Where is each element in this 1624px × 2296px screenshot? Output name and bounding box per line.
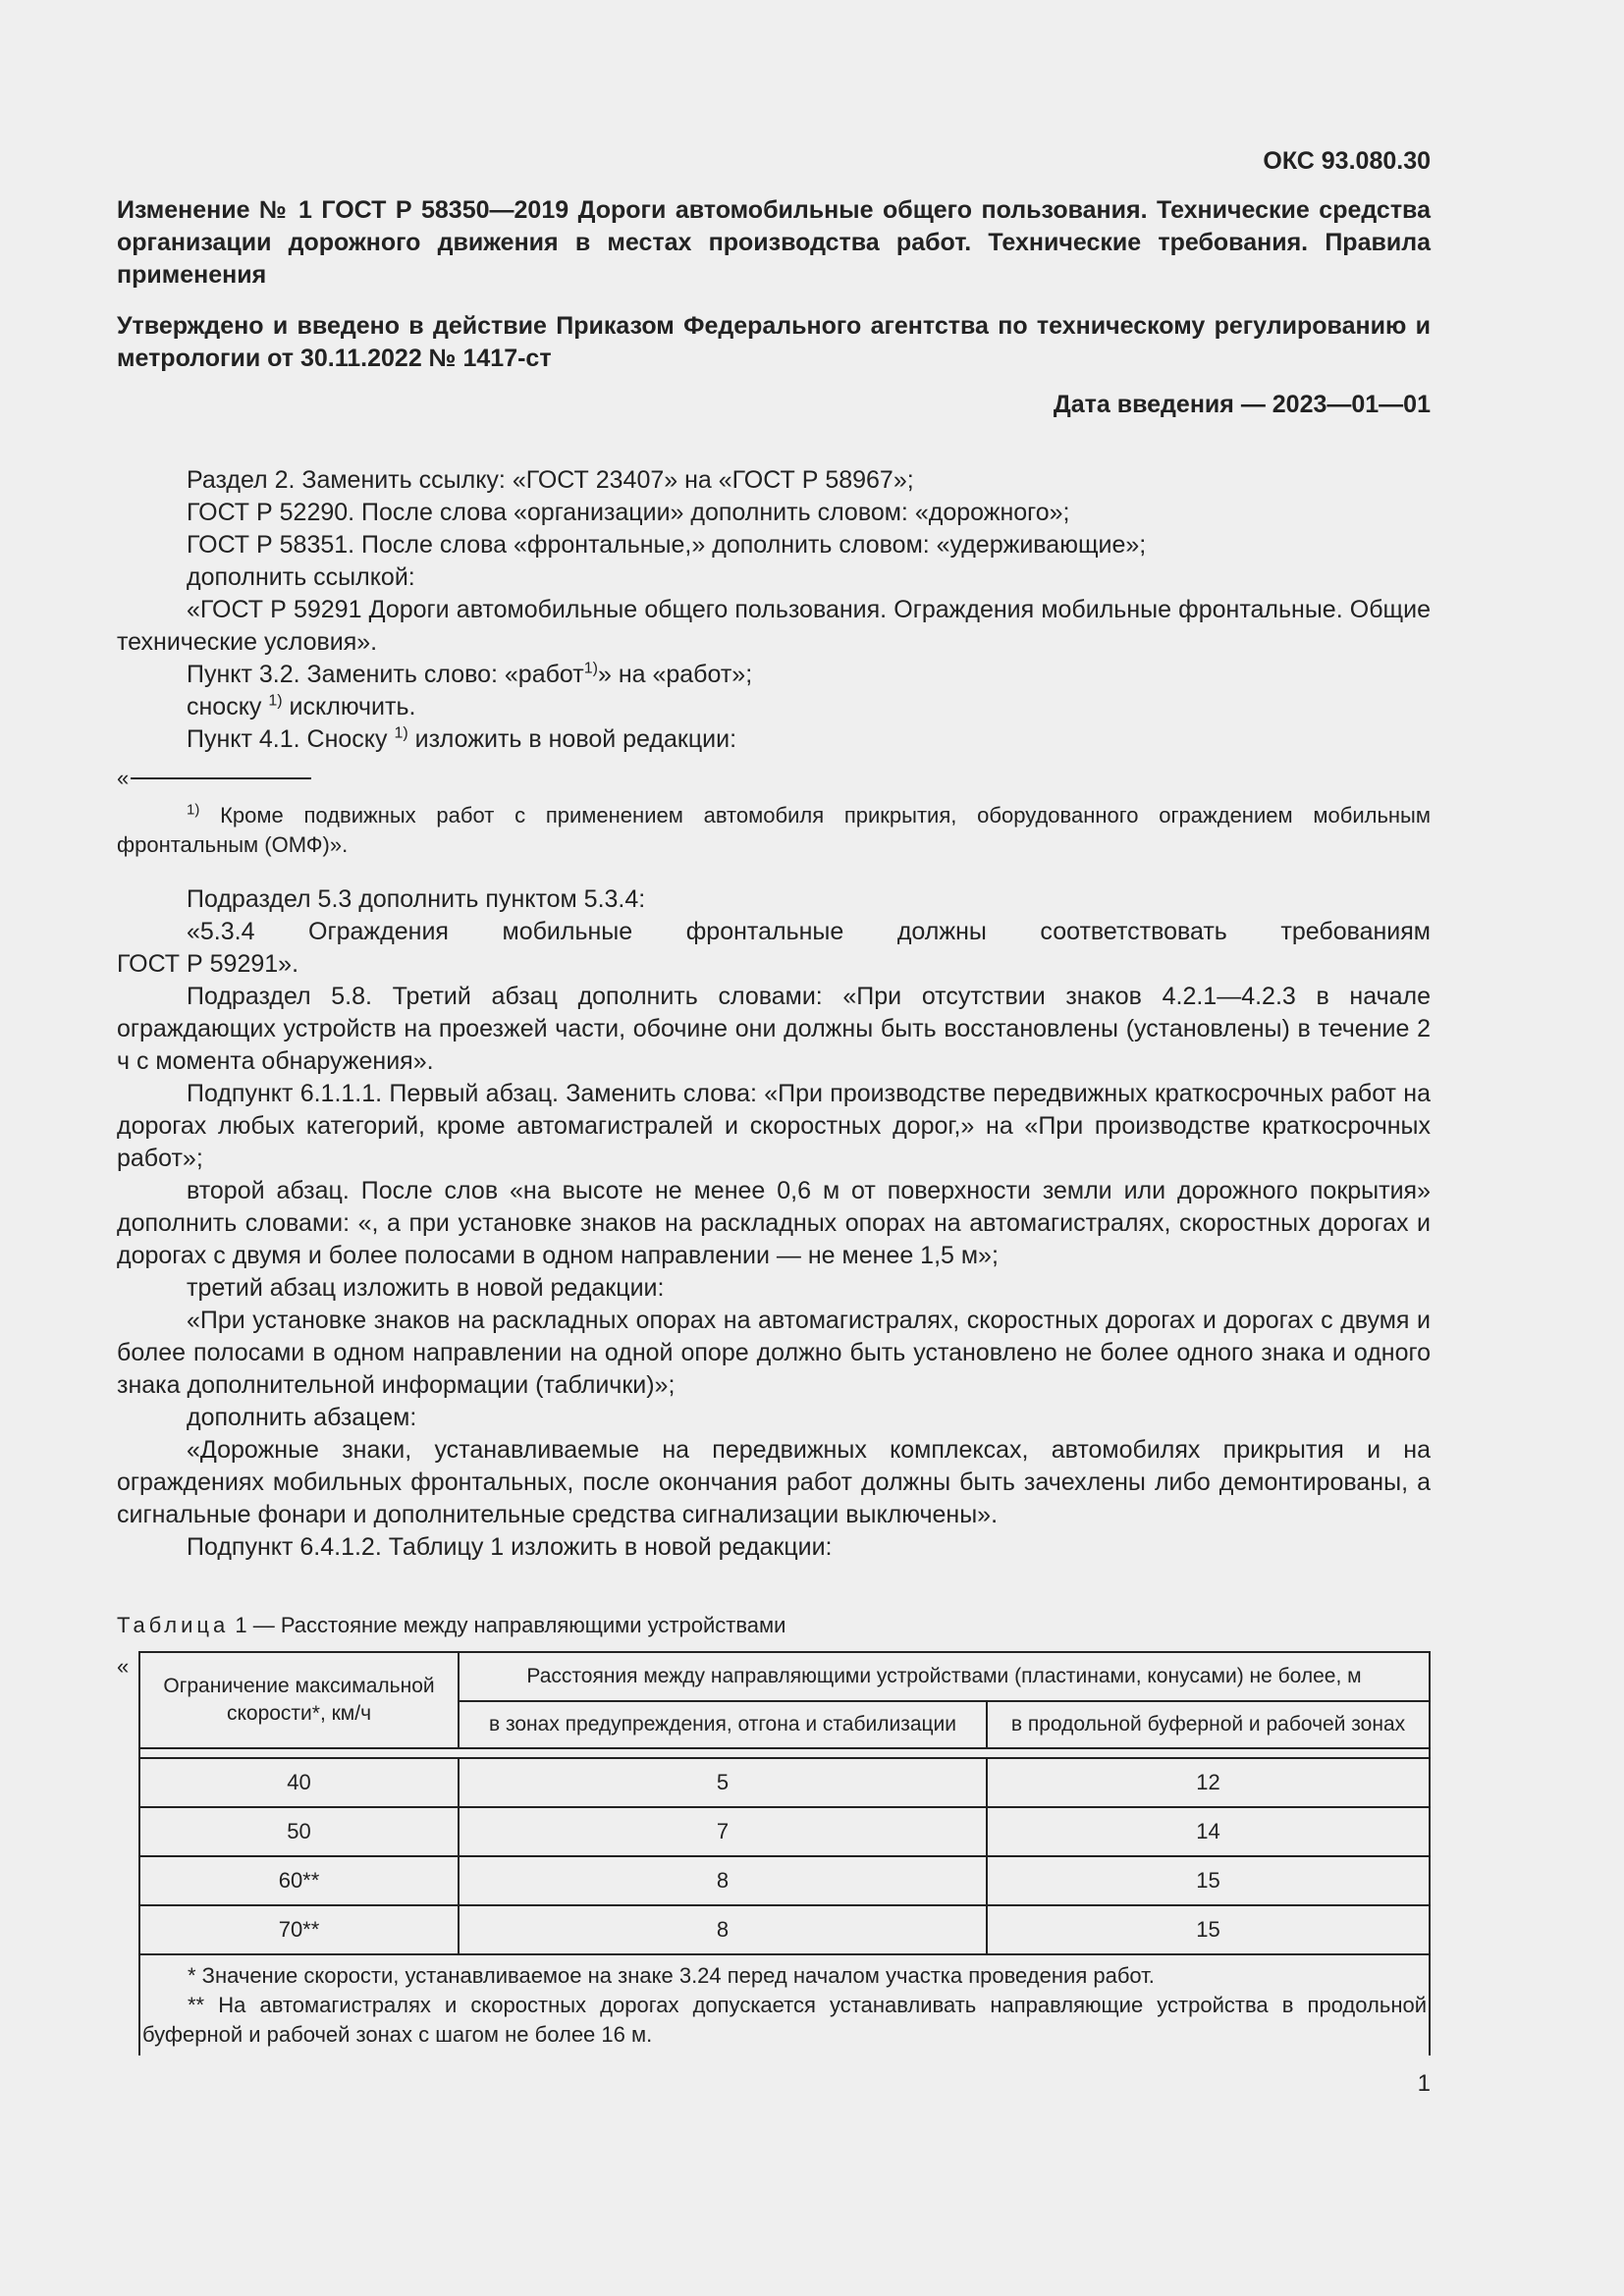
paragraph: дополнить абзацем: bbox=[187, 1404, 417, 1431]
table-note: * Значение скорости, устанавливаемое на знаке 3.24 перед началом участка проведения работ. bbox=[188, 1963, 1155, 1988]
paragraph: Подпункт 6.1.1.1. Первый абзац. Заменить слова: «При производстве передвижных краткосрочных работ на дорогах любых категорий, кроме автомагистралей и скоростных дорог,» на «При производстве краткосрочных работ»; bbox=[117, 1080, 1431, 1172]
paragraph: дополнить ссылкой: bbox=[187, 563, 415, 591]
speed-cell: 70** bbox=[139, 1905, 459, 1954]
table-open-quote: « bbox=[117, 1654, 130, 1679]
buffer-distance-cell: 15 bbox=[987, 1905, 1430, 1954]
footnote-rule bbox=[131, 777, 311, 779]
footnote-block bbox=[117, 768, 1431, 860]
warning-distance-cell: 7 bbox=[459, 1807, 987, 1856]
paragraph: ГОСТ Р 58351. После слова «фронтальные,» дополнить словом: «удерживающие»; bbox=[187, 531, 1147, 559]
table-row bbox=[139, 1758, 1430, 1807]
speed-cell: 40 bbox=[139, 1758, 459, 1807]
header-speed: Ограничение максимальной скорости*, км/ч bbox=[139, 1652, 459, 1748]
oks-code: ОКС 93.080.30 bbox=[1263, 147, 1431, 175]
amendment-body bbox=[117, 464, 1431, 1564]
paragraph: «Дорожные знаки, устанавливаемые на передвижных комплексах, автомобилях прикрытия и на ограждениях мобильных фронтальных, после окончания работ должны быть зачехлены либо демонтированы, а сигнальные фонари и дополнительные средства сигнализации выключены». bbox=[117, 1436, 1431, 1528]
buffer-distance-cell: 12 bbox=[987, 1758, 1430, 1807]
paragraph: Пункт 4.1. Сноску $^{1)}$ изложить в новой редакции: bbox=[187, 724, 737, 753]
paragraph: Подраздел 5.8. Третий абзац дополнить словами: «При отсутствии знаков 4.2.1—4.2.3 в начале ограждающих устройств на проезжей части, обочине они должны быть восстановлены (установлены) в течение 2 ч с момента обнаружения». bbox=[117, 983, 1431, 1075]
table-row bbox=[139, 1856, 1430, 1905]
paragraph: третий абзац изложить в новой редакции: bbox=[187, 1274, 665, 1302]
warning-distance-cell: 5 bbox=[459, 1758, 987, 1807]
table-caption: Таблица 1 — Расстояние между направляющими устройствами bbox=[117, 1613, 786, 1637]
speed-cell: 60** bbox=[139, 1856, 459, 1905]
header-warning-zones: в зонах предупреждения, отгона и стабилизации bbox=[459, 1701, 987, 1748]
header-distance: Расстояния между направляющими устройствами (пластинами, конусами) не более, м bbox=[459, 1652, 1430, 1701]
page-number: 1 bbox=[1417, 2070, 1431, 2097]
paragraph: Подпункт 6.4.1.2. Таблицу 1 изложить в новой редакции: bbox=[187, 1533, 833, 1561]
effective-date: Дата введения — 2023—01—01 bbox=[1053, 391, 1431, 418]
warning-distance-cell: 8 bbox=[459, 1856, 987, 1905]
paragraph: Пункт 3.2. Заменить слово: «работ$^{1)}$» на «работ»; bbox=[187, 660, 753, 688]
table-notes bbox=[139, 1954, 1430, 2056]
footnote-ref: 1) bbox=[394, 724, 408, 742]
paragraph: Подраздел 5.3 дополнить пунктом 5.3.4: bbox=[187, 885, 646, 913]
approval-statement: Утверждено и введено в действие Приказом Федерального агентства по техническому регулированию и метрологии от 30.11.2022 № 1417-ст bbox=[117, 312, 1431, 372]
distance-table bbox=[138, 1651, 1431, 2056]
paragraph: «ГОСТ Р 59291 Дороги автомобильные общего пользования. Ограждения мобильные фронтальные. Общие технические условия». bbox=[117, 596, 1431, 656]
table-row bbox=[139, 1807, 1430, 1856]
table-note: ** На автомагистралях и скоростных дорогах допускается устанавливать направляющие устройства в продольной буферной и рабочей зонах с шагом не более 16 м. bbox=[142, 1993, 1427, 2047]
paragraph: второй абзац. После слов «на высоте не менее 0,6 м от поверхности земли или дорожного покрытия» дополнить словами: «, а при установке знаков на раскладных опорах на автомагистралях, скоростных дорогах и дорогах с двумя и более полосами в одном направлении — не менее 1,5 м»; bbox=[117, 1177, 1431, 1269]
header-buffer-zones: в продольной буферной и рабочей зонах bbox=[987, 1701, 1430, 1748]
buffer-distance-cell: 14 bbox=[987, 1807, 1430, 1856]
paragraph: ГОСТ Р 59291». bbox=[117, 950, 299, 978]
footnote-ref: 1) bbox=[583, 660, 598, 677]
table-separator bbox=[139, 1748, 1430, 1758]
buffer-distance-cell: 15 bbox=[987, 1856, 1430, 1905]
paragraph: «5.3.4 Ограждения мобильные фронтальные должны соответствовать требованиям bbox=[187, 918, 1431, 945]
warning-distance-cell: 8 bbox=[459, 1905, 987, 1954]
paragraph: Раздел 2. Заменить ссылку: «ГОСТ 23407» на «ГОСТ Р 58967»; bbox=[187, 466, 914, 494]
speed-cell: 50 bbox=[139, 1807, 459, 1856]
table-row bbox=[139, 1905, 1430, 1954]
footnote-text: $^{1)}$ Кроме подвижных работ с применением автомобиля прикрытия, оборудованного ограждением мобильным фронтальным (ОМФ)». bbox=[117, 801, 1431, 857]
amendment-title: Изменение № 1 ГОСТ Р 58350—2019 Дороги автомобильные общего пользования. Технические средства организации дорожного движения в местах производства работ. Технические требования. Правила применения bbox=[117, 196, 1431, 289]
paragraph: «При установке знаков на раскладных опорах на автомагистралях, скоростных дорогах и дорогах с двумя и более полосами в одном направлении на одной опоре должно быть установлено не более одного знака и одного знака дополнительной информации (таблички)»; bbox=[117, 1307, 1431, 1399]
footnote-ref: 1) bbox=[268, 692, 283, 710]
paragraph: ГОСТ Р 52290. После слова «организации» дополнить словом: «дорожного»; bbox=[187, 499, 1070, 526]
paragraph: сноску $^{1)}$ исключить. bbox=[187, 692, 416, 721]
footnote-open-quote: « bbox=[117, 766, 130, 790]
